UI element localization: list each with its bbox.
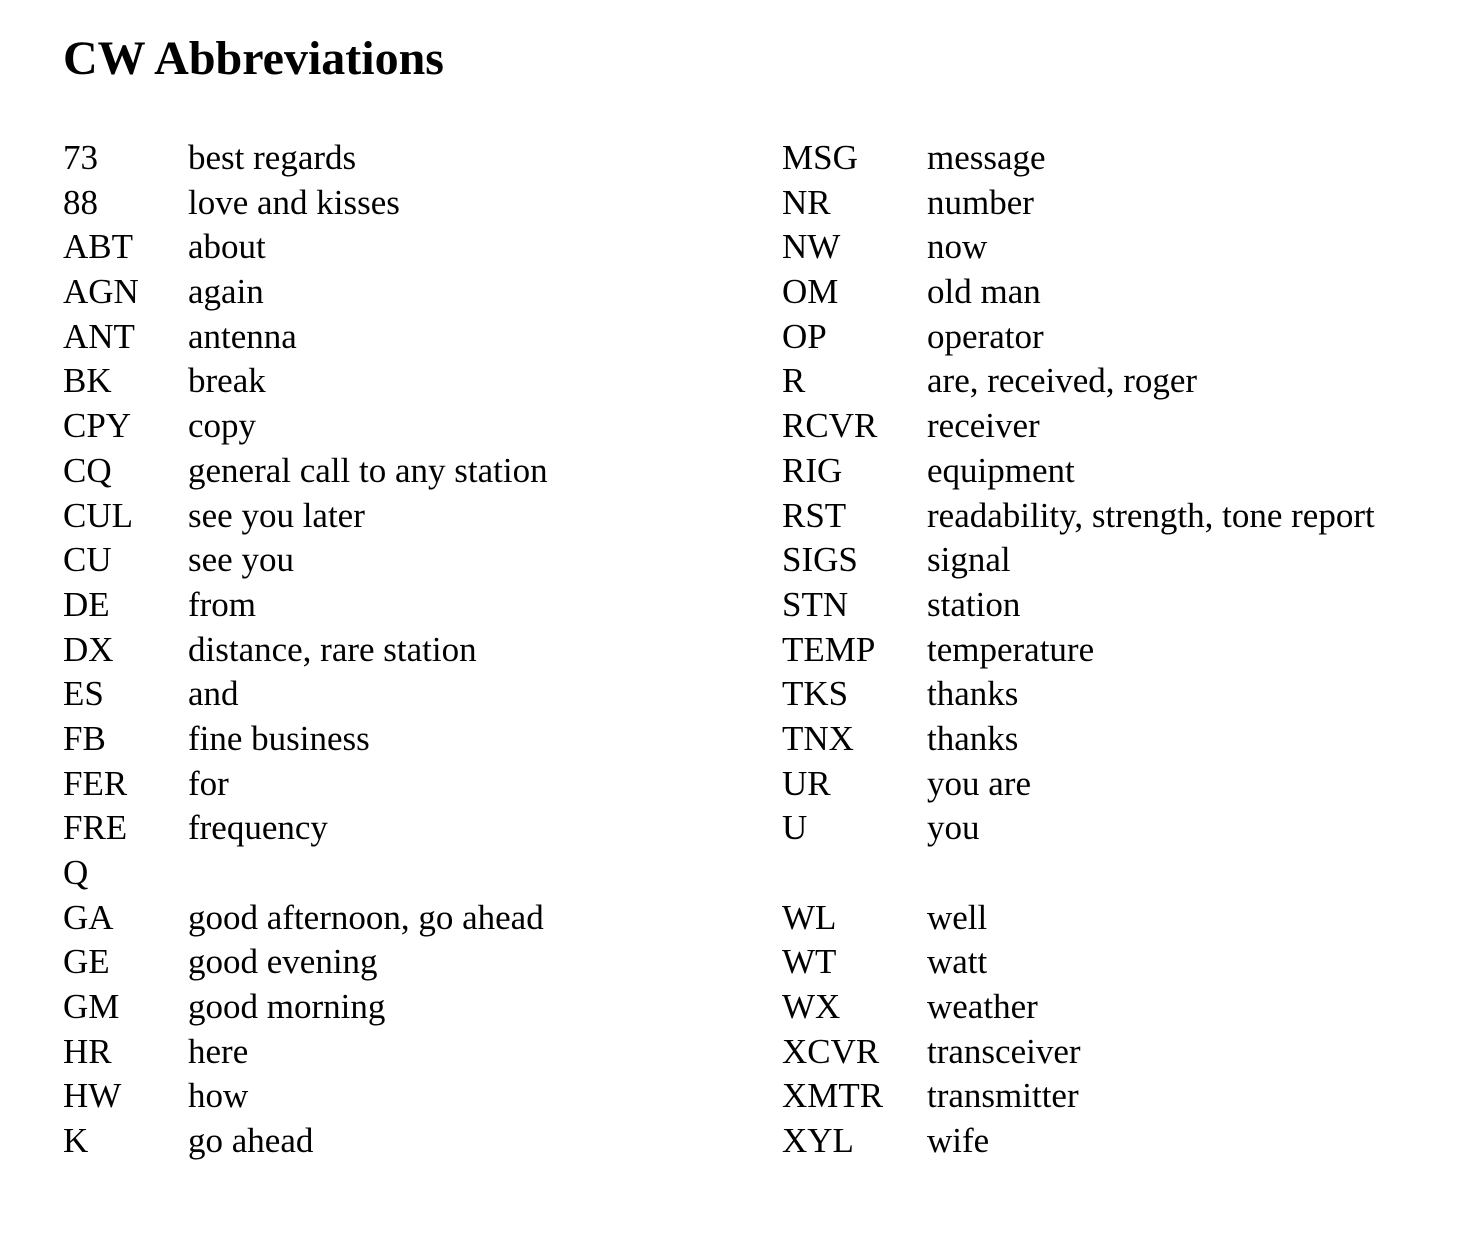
left-meaning: for xyxy=(188,763,229,803)
left-abbreviation: GM xyxy=(63,987,120,1027)
page-title: CW Abbreviations xyxy=(63,32,444,85)
left-meaning: frequency xyxy=(188,808,328,848)
right-meaning: readability, strength, tone report xyxy=(927,495,1375,535)
left-abbreviation: 73 xyxy=(63,138,98,177)
left-abbreviation: DX xyxy=(63,629,114,669)
left-abbreviation: AGN xyxy=(63,272,139,312)
right-abbreviation: UR xyxy=(782,763,831,803)
left-abbreviation: K xyxy=(63,1121,89,1161)
table-row xyxy=(0,583,1462,628)
left-meaning: copy xyxy=(188,406,257,446)
right-abbreviation: XYL xyxy=(782,1121,854,1161)
left-meaning: good morning xyxy=(188,987,386,1027)
left-meaning: antenna xyxy=(188,316,297,356)
left-meaning: go ahead xyxy=(188,1121,314,1161)
left-meaning: about xyxy=(188,227,266,267)
left-abbreviation: ES xyxy=(63,674,104,714)
left-abbreviation: FER xyxy=(63,763,128,803)
right-meaning: weather xyxy=(927,987,1038,1027)
left-abbreviation: GA xyxy=(63,897,114,937)
right-meaning: thanks xyxy=(927,674,1019,714)
table-row xyxy=(0,225,1462,270)
right-meaning: receiver xyxy=(927,406,1040,446)
table-row xyxy=(0,538,1462,583)
left-abbreviation: GE xyxy=(63,942,110,982)
right-abbreviation: R xyxy=(782,361,806,401)
table-row xyxy=(0,449,1462,494)
table-row xyxy=(0,717,1462,762)
table-row xyxy=(0,985,1462,1030)
right-abbreviation: STN xyxy=(782,584,849,624)
left-meaning: fine business xyxy=(188,718,370,758)
left-abbreviation: CUL xyxy=(63,495,133,535)
right-abbreviation: TEMP xyxy=(782,629,876,669)
right-abbreviation: MSG xyxy=(782,138,858,177)
right-meaning: old man xyxy=(927,272,1041,312)
right-abbreviation: TNX xyxy=(782,718,854,758)
table-row xyxy=(0,1074,1462,1119)
left-abbreviation: FB xyxy=(63,718,106,758)
left-abbreviation: ABT xyxy=(63,227,133,267)
right-abbreviation: RCVR xyxy=(782,406,878,446)
right-abbreviation: TKS xyxy=(782,674,849,714)
right-abbreviation: WL xyxy=(782,897,837,937)
table-row xyxy=(0,270,1462,315)
left-meaning: best regards xyxy=(188,138,357,177)
right-meaning: equipment xyxy=(927,450,1075,490)
right-abbreviation: WX xyxy=(782,987,841,1027)
right-meaning: thanks xyxy=(927,718,1019,758)
table-row xyxy=(0,940,1462,985)
right-meaning: station xyxy=(927,584,1021,624)
left-meaning: again xyxy=(188,272,264,312)
table-row xyxy=(0,628,1462,673)
table-row xyxy=(0,359,1462,404)
left-meaning: break xyxy=(188,361,266,401)
table-row xyxy=(0,315,1462,360)
table-row xyxy=(0,762,1462,807)
table-row xyxy=(0,896,1462,941)
right-abbreviation: XCVR xyxy=(782,1031,880,1071)
left-meaning: distance, rare station xyxy=(188,629,477,669)
right-meaning: you are xyxy=(927,763,1031,803)
left-abbreviation: ANT xyxy=(63,316,135,356)
left-abbreviation: CPY xyxy=(63,406,132,446)
left-abbreviation: CU xyxy=(63,540,112,580)
left-meaning: love and kisses xyxy=(188,182,400,222)
right-abbreviation: OM xyxy=(782,272,839,312)
right-meaning: number xyxy=(927,182,1034,222)
right-abbreviation: WT xyxy=(782,942,837,982)
left-meaning: see you later xyxy=(188,495,365,535)
left-meaning: see you xyxy=(188,540,294,580)
right-abbreviation: U xyxy=(782,808,808,848)
left-abbreviation: FRE xyxy=(63,808,128,848)
left-abbreviation: HW xyxy=(63,1076,122,1116)
table-row xyxy=(0,494,1462,539)
right-meaning: wife xyxy=(927,1121,990,1161)
right-abbreviation: OP xyxy=(782,316,827,356)
left-abbreviation: CQ xyxy=(63,450,112,490)
right-meaning: transmitter xyxy=(927,1076,1079,1116)
abbreviation-table xyxy=(0,136,1462,1164)
left-abbreviation: 88 xyxy=(63,182,98,222)
left-abbreviation: HR xyxy=(63,1031,112,1071)
left-meaning: and xyxy=(188,674,239,714)
left-meaning: here xyxy=(188,1031,249,1071)
right-abbreviation: NR xyxy=(782,182,831,222)
table-row xyxy=(0,1119,1462,1164)
right-meaning: signal xyxy=(927,540,1011,580)
right-meaning: now xyxy=(927,227,988,267)
right-abbreviation: XMTR xyxy=(782,1076,884,1116)
left-abbreviation: BK xyxy=(63,361,112,401)
left-meaning: from xyxy=(188,584,257,624)
right-abbreviation: SIGS xyxy=(782,540,858,580)
right-meaning: watt xyxy=(927,942,988,982)
left-meaning: how xyxy=(188,1076,249,1116)
table-row xyxy=(0,136,1462,181)
left-meaning: good evening xyxy=(188,942,378,982)
right-meaning: well xyxy=(927,897,988,937)
table-row xyxy=(0,404,1462,449)
right-meaning: you xyxy=(927,808,980,848)
right-meaning: are, received, roger xyxy=(927,361,1198,401)
table-row xyxy=(0,1030,1462,1075)
right-meaning: temperature xyxy=(927,629,1095,669)
table-row xyxy=(0,672,1462,717)
right-meaning: operator xyxy=(927,316,1044,356)
table-row xyxy=(0,806,1462,851)
right-meaning: message xyxy=(927,138,1046,177)
left-abbreviation: DE xyxy=(63,584,110,624)
right-abbreviation: RST xyxy=(782,495,847,535)
table-row xyxy=(0,851,1462,896)
table-row xyxy=(0,181,1462,226)
left-meaning: good afternoon, go ahead xyxy=(188,897,544,937)
right-abbreviation: RIG xyxy=(782,450,843,490)
right-meaning: transceiver xyxy=(927,1031,1081,1071)
left-abbreviation: Q xyxy=(63,853,89,892)
left-meaning: general call to any station xyxy=(188,450,548,490)
right-abbreviation: NW xyxy=(782,227,841,267)
